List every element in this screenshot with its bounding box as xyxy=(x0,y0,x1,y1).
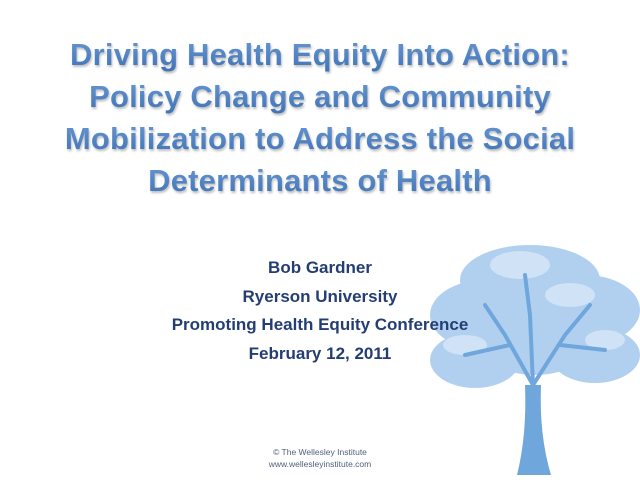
footer xyxy=(0,446,640,470)
title-line: Determinants of Health xyxy=(0,160,640,202)
slide-title xyxy=(0,34,640,202)
presenter-affiliation: Ryerson University xyxy=(242,286,398,306)
title-line: Mobilization to Address the Social xyxy=(0,118,640,160)
title-line: Driving Health Equity Into Action: xyxy=(0,34,640,76)
copyright: © The Wellesley Institute xyxy=(273,447,367,457)
title-line: Policy Change and Community xyxy=(0,76,640,118)
website-url: www.wellesleyinstitute.com xyxy=(268,459,372,469)
presenter-name: Bob Gardner xyxy=(268,258,372,277)
presenter-info xyxy=(0,254,640,368)
event-date: February 12, 2011 xyxy=(248,343,392,363)
event-name: Promoting Health Equity Conference xyxy=(171,315,469,334)
